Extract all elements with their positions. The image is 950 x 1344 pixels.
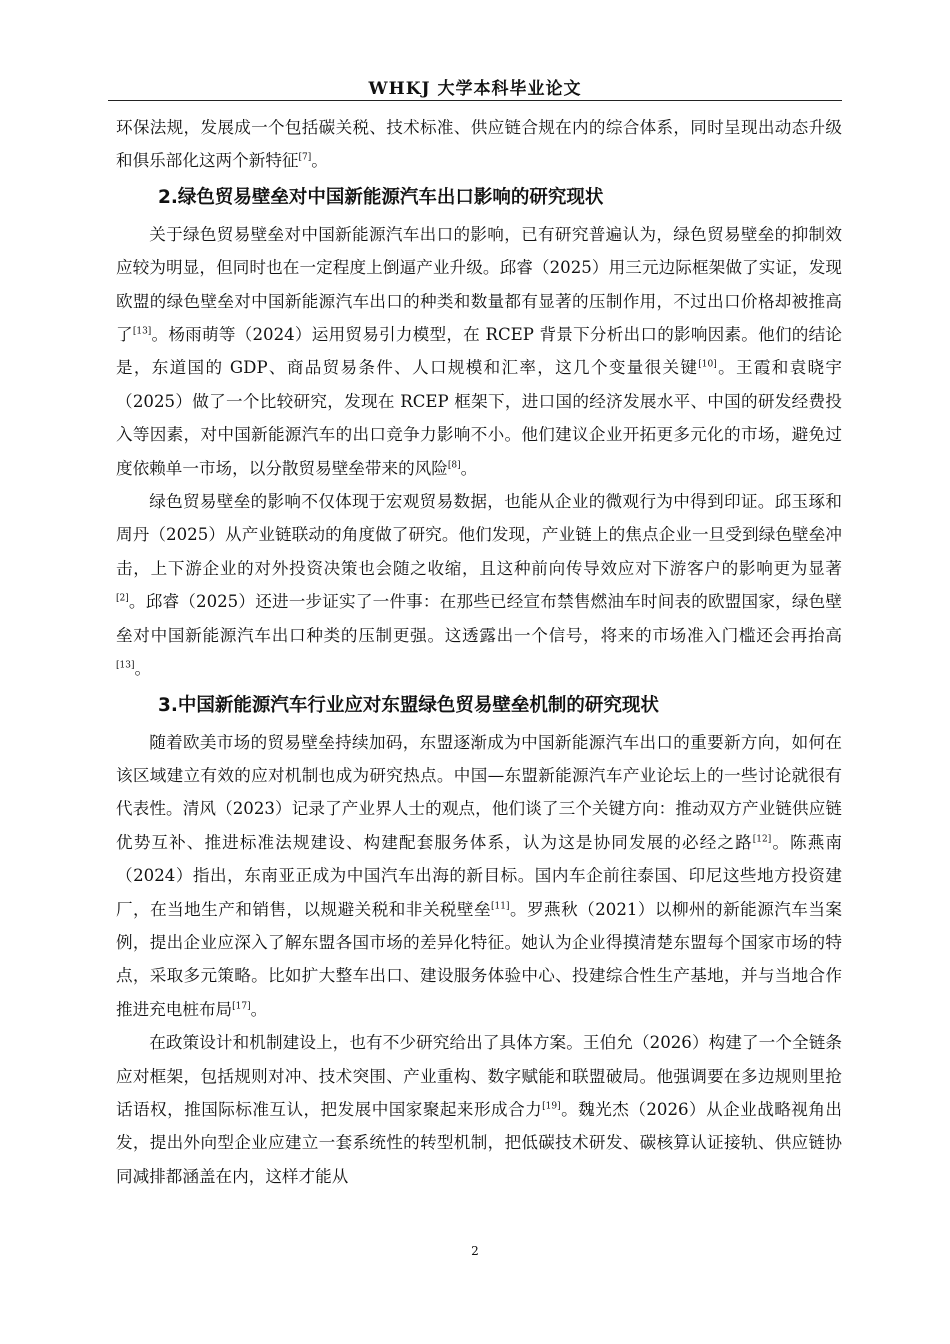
section-2-paragraph-1: 关于绿色贸易壁垒对中国新能源汽车出口的影响，已有研究普遍认为，绿色贸易壁垒的抑制效应较为明显，但同时也在一定程度上倒逼产业升级。邱睿（2025）用三元边际框架做了实证，发现欧盟的绿色壁垒对中国新能源汽车出口的种类和数量都有显著的压制作用，不过出口价格却被推高了[13]。杨雨萌等（2024）运用贸易引力模型，在 RCEP 背景下分析出口的影响因素。他们的结论是，东道国的 GDP、商品贸易条件、人口规模和汇率，这几个变量很关键[10]。王霞和袁晓宇（2025）做了一个比较研究，发现在 RCEP 框架下，进口国的经济发展水平、中国的研发经费投入等因素，对中国新能源汽车的出口竞争力影响不小。他们建议企业开拓更多元化的市场，避免过度依赖单一市场，以分散贸易壁垒带来的风险[8]。 [116,224,843,478]
citation: [10] [698,359,717,370]
section-3-paragraph-1: 随着欧美市场的贸易壁垒持续加码，东盟逐渐成为中国新能源汽车出口的重要新方向，如何在该区域建立有效的应对机制也成为研究热点。中国—东盟新能源汽车产业论坛上的一些讨论就很有代表性。清风（2023）记录了产业界人士的观点，他们谈了三个关键方向：推动双方产业链供应链优势互补、推进标准法规建设、构建配套服务体系，认为这是协同发展的必经之路[12]。陈燕南（2024）指出，东南亚正成为中国汽车出海的新目标。国内车企前往泰国、印尼这些地方投资建厂，在当地生产和销售，以规避关税和非关税壁垒[11]。罗燕秋（2021）以柳州的新能源汽车当案例，提出企业应深入了解东盟各国市场的差异化特征。她认为企业得摸清楚东盟每个国家市场的特点，采取多元策略。比如扩大整车出口、建设服务体验中心、投建综合性生产基地，并与当地合作推进充电桩布局[17]。 [116,732,843,1019]
citation: [2] [116,593,129,604]
section-2-paragraph-2: 绿色贸易壁垒的影响不仅体现于宏观贸易数据，也能从企业的微观行为中得到印证。邱玉琢和周丹（2025）从产业链联动的角度做了研究。他们发现，产业链上的焦点企业一旦受到绿色壁垒冲击，上下游企业的对外投资决策也会随之收缩，且这种前向传导效应对下游客户的影响更为显著[2]。邱睿（2025）还进一步证实了一件事：在那些已经宣布禁售燃油车时间表的欧盟国家，绿色壁垒对中国新能源汽车出口种类的压制更强。这透露出一个信号，将来的市场准入门槛还会再抬高[13]。 [116,492,842,679]
citation: [8] [447,460,461,471]
citation: [12] [752,834,772,845]
citation: [17] [232,1001,251,1012]
intro-paragraph-tail: 环保法规，发展成一个包括碳关税、技术标准、供应链合规在内的综合体系，同时呈现出动态升级和俱乐部化这两个新特征[7]。 [116,118,842,171]
running-header: WHKJ 大学本科毕业论文 [368,79,582,99]
page-body [116,111,842,1193]
header-rule [108,100,842,101]
citation: [13] [116,660,135,671]
citation: [7] [298,152,312,163]
citation: [19] [542,1101,561,1112]
section-3-heading: 3.中国新能源汽车行业应对东盟绿色贸易壁垒机制的研究现状 [158,694,659,716]
citation: [11] [491,901,510,911]
section-3-paragraph-2: 在政策设计和机制建设上，也有不少研究给出了具体方案。王伯允（2026）构建了一个全链条应对框架，包括规则对冲、技术突围、产业重构、数字赋能和联盟破局。他强调要在多边规则里抢话语权，推国际标准互认，把发展中国家聚起来形成合力[19]。魏光杰（2026）从企业战略视角出发，提出外向型企业应建立一套系统性的转型机制，把低碳技术研发、碳核算认证接轨、供应链协同减排都涵盖在内，这样才能从 [116,1033,842,1186]
section-2-heading: 2.绿色贸易壁垒对中国新能源汽车出口影响的研究现状 [158,186,604,208]
citation: [13] [132,326,152,337]
page-number: 2 [471,1244,479,1258]
